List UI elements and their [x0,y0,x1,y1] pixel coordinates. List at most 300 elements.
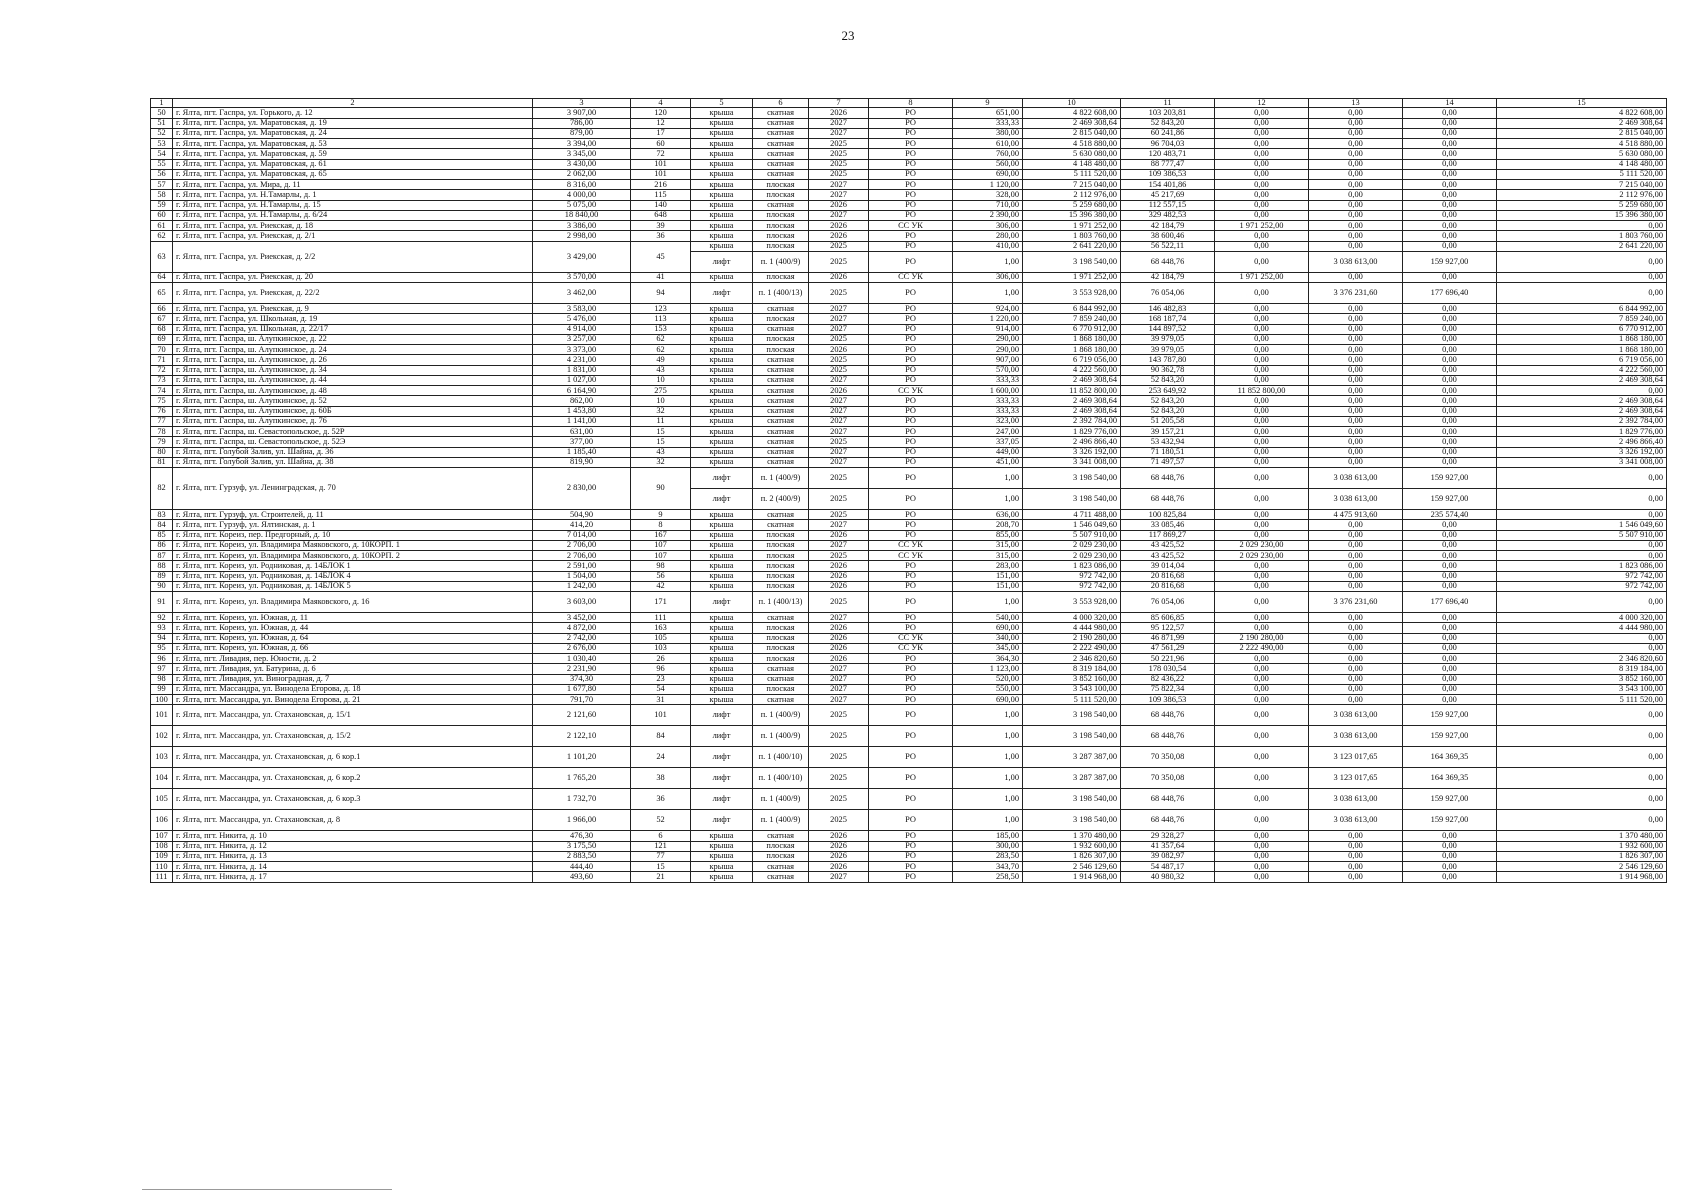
column-12-cell: 1 971 252,00 [1215,221,1309,231]
cost-cell: 2 112 976,00 [1023,190,1121,200]
volume-cell: 340,00 [953,633,1023,643]
address-cell: г. Ялта, пгт. Гаспра, ул. Риекская, д. 2/2 [173,241,533,272]
cost-cell: 3 553 928,00 [1023,592,1121,613]
area-cell: 2 830,00 [533,468,631,510]
column-14-cell: 0,00 [1403,118,1497,128]
column-14-cell: 0,00 [1403,851,1497,861]
column-14-cell: 0,00 [1403,643,1497,653]
table-row [151,551,1667,561]
column-13-cell: 0,00 [1309,530,1403,540]
column-11-cell: 52 843,20 [1121,406,1215,416]
address-cell: г. Ялта, пгт. Гаспра, ш. Севастопольское, д. 52Р [173,427,533,437]
column-13-cell: 0,00 [1309,427,1403,437]
area-cell: 1 765,20 [533,768,631,789]
row-number-cell: 73 [151,375,173,385]
area-cell: 3 570,00 [533,272,631,282]
quantity-cell: 10 [631,396,691,406]
column-14-cell: 164 369,35 [1403,768,1497,789]
year-cell: 2026 [809,386,869,396]
quantity-cell: 15 [631,862,691,872]
area-cell: 786,00 [533,118,631,128]
area-cell: 3 175,50 [533,841,631,851]
table-row [151,375,1667,385]
volume-cell: 410,00 [953,241,1023,251]
element-cell: крыша [691,241,753,251]
quantity-cell: 171 [631,592,691,613]
row-number-cell: 95 [151,643,173,653]
year-cell: 2025 [809,365,869,375]
element-cell: крыша [691,530,753,540]
row-number-cell: 61 [151,221,173,231]
column-11-cell: 42 184,79 [1121,272,1215,282]
row-number-cell: 89 [151,571,173,581]
column-15-cell: 2 641 220,00 [1497,241,1667,251]
column-number: 3 [533,99,631,108]
column-11-cell: 146 482,83 [1121,304,1215,314]
element-cell: крыша [691,520,753,530]
element-cell: лифт [691,768,753,789]
row-number-cell: 64 [151,272,173,282]
area-cell: 2 121,60 [533,705,631,726]
column-15-cell: 0,00 [1497,810,1667,831]
column-14-cell: 159 927,00 [1403,489,1497,510]
fund-cell: СС УК [869,643,953,653]
area-cell: 18 840,00 [533,210,631,220]
column-number: 8 [869,99,953,108]
row-number-cell: 86 [151,540,173,550]
quantity-cell: 12 [631,118,691,128]
column-11-cell: 100 825,84 [1121,510,1215,520]
column-15-cell: 1 823 086,00 [1497,561,1667,571]
column-15-cell: 2 496 866,40 [1497,437,1667,447]
repair-type-cell: п. 1 (400/9) [753,810,809,831]
column-11-cell: 38 600,46 [1121,231,1215,241]
volume-cell: 380,00 [953,128,1023,138]
table-row [151,705,1667,726]
quantity-cell: 98 [631,561,691,571]
column-12-cell: 0,00 [1215,664,1309,674]
column-14-cell: 0,00 [1403,416,1497,426]
cost-cell: 4 000 320,00 [1023,613,1121,623]
column-14-cell: 0,00 [1403,561,1497,571]
column-11-cell: 53 432,94 [1121,437,1215,447]
cost-cell: 3 852 160,00 [1023,674,1121,684]
column-15-cell: 4 444 980,00 [1497,623,1667,633]
row-number-cell: 84 [151,520,173,530]
address-cell: г. Ялта, пгт. Кореиз, ул. Владимира Маяковского, д. 10КОРП. 2 [173,551,533,561]
volume-cell: 907,00 [953,355,1023,365]
year-cell: 2025 [809,551,869,561]
element-cell: лифт [691,810,753,831]
quantity-cell: 26 [631,654,691,664]
row-number-cell: 111 [151,872,173,882]
column-13-cell: 3 038 613,00 [1309,251,1403,272]
fund-cell: РО [869,810,953,831]
column-11-cell: 56 522,11 [1121,241,1215,251]
column-11-cell: 45 217,69 [1121,190,1215,200]
volume-cell: 560,00 [953,159,1023,169]
element-cell: лифт [691,468,753,489]
element-cell: крыша [691,118,753,128]
repair-type-cell: плоская [753,633,809,643]
column-number: 11 [1121,99,1215,108]
column-11-cell: 71 497,57 [1121,457,1215,467]
column-15-cell: 3 543 100,00 [1497,684,1667,694]
year-cell: 2025 [809,747,869,768]
area-cell: 791,70 [533,695,631,705]
column-13-cell: 0,00 [1309,654,1403,664]
address-cell: г. Ялта, пгт. Голубой Залив, ул. Шайна, д. 38 [173,457,533,467]
column-12-cell: 0,00 [1215,251,1309,272]
column-12-cell: 0,00 [1215,365,1309,375]
column-number: 1 [151,99,173,108]
repair-type-cell: скатная [753,128,809,138]
year-cell: 2027 [809,396,869,406]
column-14-cell: 0,00 [1403,149,1497,159]
column-12-cell: 0,00 [1215,468,1309,489]
column-11-cell: 68 448,76 [1121,468,1215,489]
column-15-cell: 0,00 [1497,283,1667,304]
table-row [151,406,1667,416]
column-14-cell: 0,00 [1403,457,1497,467]
element-cell: крыша [691,841,753,851]
quantity-cell: 84 [631,726,691,747]
area-cell: 4 231,00 [533,355,631,365]
cost-cell: 1 826 307,00 [1023,851,1121,861]
column-11-cell: 103 203,81 [1121,108,1215,118]
column-11-cell: 178 030,54 [1121,664,1215,674]
fund-cell: СС УК [869,221,953,231]
fund-cell: РО [869,241,953,251]
repair-type-cell: плоская [753,561,809,571]
fund-cell: РО [869,851,953,861]
column-15-cell: 1 868 180,00 [1497,345,1667,355]
table-row [151,851,1667,861]
area-cell: 5 075,00 [533,200,631,210]
quantity-cell: 90 [631,468,691,510]
table-row [151,416,1667,426]
column-13-cell: 3 038 613,00 [1309,789,1403,810]
row-number-cell: 104 [151,768,173,789]
column-number: 10 [1023,99,1121,108]
column-12-cell: 0,00 [1215,726,1309,747]
table-row [151,862,1667,872]
column-12-cell: 0,00 [1215,159,1309,169]
column-13-cell: 0,00 [1309,613,1403,623]
column-number: 12 [1215,99,1309,108]
column-15-cell: 1 826 307,00 [1497,851,1667,861]
column-number: 14 [1403,99,1497,108]
area-cell: 6 164,90 [533,386,631,396]
element-cell: крыша [691,427,753,437]
volume-cell: 337,05 [953,437,1023,447]
column-15-cell: 5 507 910,00 [1497,530,1667,540]
column-15-cell: 0,00 [1497,592,1667,613]
year-cell: 2025 [809,241,869,251]
row-number-cell: 66 [151,304,173,314]
table-row [151,674,1667,684]
volume-cell: 610,00 [953,139,1023,149]
row-number-cell: 92 [151,613,173,623]
column-15-cell: 5 259 680,00 [1497,200,1667,210]
area-cell: 1 242,00 [533,581,631,591]
volume-cell: 710,00 [953,200,1023,210]
repair-type-cell: скатная [753,108,809,118]
column-14-cell: 0,00 [1403,375,1497,385]
cost-cell: 15 396 380,00 [1023,210,1121,220]
table-row [151,695,1667,705]
table-row [151,200,1667,210]
column-13-cell: 0,00 [1309,314,1403,324]
quantity-cell: 121 [631,841,691,851]
column-15-cell: 4 822 608,00 [1497,108,1667,118]
row-number-cell: 67 [151,314,173,324]
volume-cell: 520,00 [953,674,1023,684]
column-11-cell: 90 362,78 [1121,365,1215,375]
quantity-cell: 62 [631,345,691,355]
quantity-cell: 101 [631,169,691,179]
row-number-cell: 99 [151,684,173,694]
element-cell: крыша [691,581,753,591]
column-14-cell: 0,00 [1403,231,1497,241]
fund-cell: СС УК [869,272,953,282]
table-row [151,241,1667,251]
address-cell: г. Ялта, пгт. Гаспра, ш. Алупкинское, д. 44 [173,375,533,385]
row-number-cell: 62 [151,231,173,241]
column-13-cell: 0,00 [1309,210,1403,220]
address-cell: г. Ялта, пгт. Кореиз, ул. Родниковая, д. 14БЛОК 4 [173,571,533,581]
cost-cell: 2 346 820,60 [1023,654,1121,664]
column-13-cell: 0,00 [1309,345,1403,355]
column-13-cell: 0,00 [1309,324,1403,334]
year-cell: 2027 [809,210,869,220]
column-14-cell: 0,00 [1403,406,1497,416]
column-12-cell: 0,00 [1215,592,1309,613]
area-cell: 1 101,20 [533,747,631,768]
table-row [151,654,1667,664]
quantity-cell: 41 [631,272,691,282]
column-12-cell: 0,00 [1215,406,1309,416]
column-13-cell: 0,00 [1309,520,1403,530]
year-cell: 2026 [809,231,869,241]
column-15-cell: 1 914 968,00 [1497,872,1667,882]
element-cell: крыша [691,561,753,571]
column-15-cell: 2 112 976,00 [1497,190,1667,200]
address-cell: г. Ялта, пгт. Никита, д. 13 [173,851,533,861]
fund-cell: РО [869,190,953,200]
area-cell: 1 185,40 [533,447,631,457]
area-cell: 5 476,00 [533,314,631,324]
column-13-cell: 0,00 [1309,664,1403,674]
cost-cell: 1 868 180,00 [1023,345,1121,355]
column-14-cell: 0,00 [1403,365,1497,375]
element-cell: крыша [691,406,753,416]
row-number-cell: 52 [151,128,173,138]
repair-type-cell: скатная [753,695,809,705]
volume-cell: 570,00 [953,365,1023,375]
year-cell: 2026 [809,345,869,355]
row-number-cell: 68 [151,324,173,334]
fund-cell: РО [869,365,953,375]
year-cell: 2026 [809,200,869,210]
address-cell: г. Ялта, пгт. Кореиз, ул. Южная, д. 66 [173,643,533,653]
row-number-cell: 74 [151,386,173,396]
quantity-cell: 52 [631,810,691,831]
volume-cell: 343,70 [953,862,1023,872]
table-row [151,747,1667,768]
quantity-cell: 6 [631,831,691,841]
quantity-cell: 96 [631,664,691,674]
fund-cell: РО [869,457,953,467]
address-cell: г. Ялта, пгт. Кореиз, ул. Владимира Маяковского, д. 10КОРП. 1 [173,540,533,550]
area-cell: 4 914,00 [533,324,631,334]
year-cell: 2026 [809,643,869,653]
column-11-cell: 143 787,80 [1121,355,1215,365]
element-cell: крыша [691,180,753,190]
repair-type-cell: скатная [753,375,809,385]
element-cell: крыша [691,851,753,861]
address-cell: г. Ялта, пгт. Кореиз, ул. Южная, д. 44 [173,623,533,633]
address-cell: г. Ялта, пгт. Массандра, ул. Стахановская, д. 6 кор.2 [173,768,533,789]
cost-cell: 3 341 008,00 [1023,457,1121,467]
element-cell: крыша [691,221,753,231]
column-11-cell: 68 448,76 [1121,810,1215,831]
year-cell: 2026 [809,862,869,872]
column-12-cell: 0,00 [1215,489,1309,510]
area-cell: 3 257,00 [533,334,631,344]
area-cell: 1 732,70 [533,789,631,810]
year-cell: 2025 [809,510,869,520]
table-row [151,789,1667,810]
row-number-cell: 82 [151,468,173,510]
column-12-cell: 0,00 [1215,613,1309,623]
element-cell: крыша [691,540,753,550]
column-13-cell: 0,00 [1309,200,1403,210]
column-14-cell: 159 927,00 [1403,468,1497,489]
area-cell: 374,30 [533,674,631,684]
column-11-cell: 109 386,53 [1121,695,1215,705]
cost-cell: 5 111 520,00 [1023,169,1121,179]
column-number-row [151,99,1667,108]
volume-cell: 651,00 [953,108,1023,118]
cost-cell: 2 190 280,00 [1023,633,1121,643]
repair-type-cell: плоская [753,180,809,190]
column-13-cell: 0,00 [1309,581,1403,591]
cost-cell: 3 553 928,00 [1023,283,1121,304]
cost-cell: 2 029 230,00 [1023,540,1121,550]
column-15-cell: 6 844 992,00 [1497,304,1667,314]
cost-cell: 5 259 680,00 [1023,200,1121,210]
row-number-cell: 59 [151,200,173,210]
element-cell: лифт [691,489,753,510]
column-13-cell: 3 123 017,65 [1309,747,1403,768]
column-12-cell: 0,00 [1215,768,1309,789]
area-cell: 1 966,00 [533,810,631,831]
address-cell: г. Ялта, пгт. Гаспра, ул. Риекская, д. 9 [173,304,533,314]
column-15-cell: 972 742,00 [1497,571,1667,581]
column-12-cell: 0,00 [1215,283,1309,304]
column-12-cell: 0,00 [1215,200,1309,210]
column-15-cell: 5 111 520,00 [1497,169,1667,179]
column-11-cell: 68 448,76 [1121,705,1215,726]
column-13-cell: 3 123 017,65 [1309,768,1403,789]
area-cell: 3 583,00 [533,304,631,314]
cost-cell: 4 518 880,00 [1023,139,1121,149]
column-12-cell: 0,00 [1215,457,1309,467]
table-row [151,272,1667,282]
year-cell: 2025 [809,810,869,831]
column-14-cell: 159 927,00 [1403,726,1497,747]
cost-cell: 1 823 086,00 [1023,561,1121,571]
quantity-cell: 15 [631,437,691,447]
element-cell: крыша [691,872,753,882]
quantity-cell: 77 [631,851,691,861]
column-13-cell: 0,00 [1309,375,1403,385]
volume-cell: 290,00 [953,345,1023,355]
repair-type-cell: плоская [753,851,809,861]
column-13-cell: 0,00 [1309,272,1403,282]
cost-cell: 8 319 184,00 [1023,664,1121,674]
quantity-cell: 101 [631,705,691,726]
row-number-cell: 72 [151,365,173,375]
column-11-cell: 41 357,64 [1121,841,1215,851]
column-14-cell: 0,00 [1403,108,1497,118]
row-number-cell: 101 [151,705,173,726]
column-13-cell: 0,00 [1309,643,1403,653]
address-cell: г. Ялта, пгт. Гаспра, ул. Маратовская, д. 19 [173,118,533,128]
column-14-cell: 0,00 [1403,304,1497,314]
column-13-cell: 0,00 [1309,221,1403,231]
column-12-cell: 0,00 [1215,128,1309,138]
column-14-cell: 0,00 [1403,314,1497,324]
column-15-cell: 0,00 [1497,747,1667,768]
repair-type-cell: плоская [753,643,809,653]
column-15-cell: 0,00 [1497,221,1667,231]
column-14-cell: 0,00 [1403,396,1497,406]
capital-repair-table [150,98,1667,883]
column-13-cell: 0,00 [1309,139,1403,149]
column-14-cell: 235 574,40 [1403,510,1497,520]
address-cell: г. Ялта, пгт. Гаспра, ш. Алупкинское, д. 24 [173,345,533,355]
column-12-cell: 2 029 230,00 [1215,551,1309,561]
volume-cell: 290,00 [953,334,1023,344]
year-cell: 2027 [809,664,869,674]
column-11-cell: 75 822,34 [1121,684,1215,694]
column-13-cell: 0,00 [1309,304,1403,314]
volume-cell: 1,00 [953,283,1023,304]
quantity-cell: 32 [631,406,691,416]
address-cell: г. Ялта, пгт. Гаспра, ш. Алупкинское, д. 48 [173,386,533,396]
table-row [151,581,1667,591]
fund-cell: РО [869,324,953,334]
fund-cell: РО [869,447,953,457]
column-11-cell: 253 649,92 [1121,386,1215,396]
column-13-cell: 0,00 [1309,386,1403,396]
fund-cell: РО [869,200,953,210]
column-11-cell: 70 350,08 [1121,768,1215,789]
column-11-cell: 46 871,99 [1121,633,1215,643]
cost-cell: 2 546 129,60 [1023,862,1121,872]
cost-cell: 3 198 540,00 [1023,810,1121,831]
table-row [151,190,1667,200]
year-cell: 2025 [809,468,869,489]
column-11-cell: 117 869,27 [1121,530,1215,540]
column-13-cell: 3 376 231,60 [1309,283,1403,304]
address-cell: г. Ялта, пгт. Гаспра, ул. Маратовская, д. 24 [173,128,533,138]
row-number-cell: 102 [151,726,173,747]
cost-cell: 3 287 387,00 [1023,747,1121,768]
column-11-cell: 154 401,86 [1121,180,1215,190]
